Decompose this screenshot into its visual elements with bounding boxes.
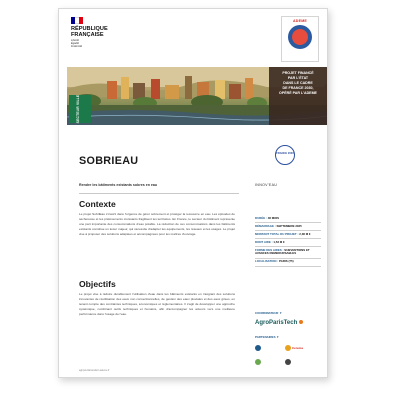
fact-aid bbox=[255, 239, 321, 247]
ademe-logo bbox=[281, 16, 319, 62]
banner-building bbox=[165, 85, 179, 99]
ademe-wordmark: ADEME bbox=[293, 19, 307, 23]
fact-label: LOCALISATION : bbox=[255, 259, 279, 264]
fact-value: 48 MOIS bbox=[267, 215, 280, 220]
funding-line: DE FRANCE 2030, bbox=[282, 86, 314, 90]
banner-building bbox=[151, 79, 160, 99]
fact-value: 1,53 M € bbox=[273, 239, 285, 244]
coordinator-logo: AgroParisTech bbox=[255, 320, 303, 326]
funding-line: PAR L'ÉTAT bbox=[287, 76, 309, 80]
rf-motto bbox=[71, 39, 101, 49]
french-flag-icon bbox=[71, 17, 83, 24]
fact-start bbox=[255, 223, 321, 231]
context-paragraph: Le projet SobriEau s'inscrit dans l'urgence de gérer sobrement et protéger la ressource en eau. Les épisodes de sécheresse et les prélèvements croissants fragilisent les territoires. En France, le secteur du bâtiment représente une part importante des consommations d'eau potable. La réduction de ces consommations dans les bâtiments existants constitue un levier majeur, qui nécessite d'adapter les équipements, les réseaux et les usages. Le projet vise à proposer des solutions adaptées et accompagnées pour les maîtres d'ouvrage. bbox=[79, 212, 235, 236]
fact-label: FORME DES AIDES : bbox=[255, 247, 284, 252]
section-title-context: Contexte bbox=[79, 199, 116, 209]
republique-francaise-logo bbox=[71, 17, 131, 57]
fact-label: DONT AIDE : bbox=[255, 239, 273, 244]
banner-illustration bbox=[67, 67, 327, 125]
ademe-emblem-icon bbox=[288, 25, 312, 49]
project-facts bbox=[255, 215, 321, 267]
rf-motto-line: Liberté bbox=[71, 39, 79, 42]
coordinator-label: COORDINATEUR ▼ bbox=[255, 311, 283, 315]
rf-name bbox=[71, 26, 119, 38]
divider bbox=[79, 193, 239, 194]
funding-statement bbox=[269, 67, 327, 125]
fact-value: SEPTEMBRE 2025 bbox=[276, 223, 302, 228]
banner-building bbox=[229, 84, 241, 99]
rf-name-line: RÉPUBLIQUE bbox=[71, 26, 108, 32]
funding-line: OPÉRÉ PAR L'ADEME bbox=[279, 91, 317, 95]
sector-tag bbox=[69, 95, 91, 123]
project-title: SOBRIEAU bbox=[79, 155, 139, 167]
partner-mark-icon bbox=[285, 359, 291, 365]
flag-red bbox=[79, 17, 83, 24]
partner-logos bbox=[255, 343, 321, 373]
fact-duration bbox=[255, 215, 321, 223]
rf-motto-line: Fraternité bbox=[71, 45, 83, 49]
banner-building bbox=[245, 78, 253, 99]
partner-logo bbox=[285, 359, 292, 365]
footer-link: agirpourlatransition.ademe.fr bbox=[79, 369, 110, 372]
sector-tag-label: SECTEUR VILLE bbox=[76, 94, 80, 124]
program-name: INNOV'EAU bbox=[255, 183, 278, 187]
rf-motto-line: Égalité bbox=[71, 42, 79, 46]
banner-building bbox=[121, 77, 129, 99]
partners-label: PARTENAIRES ▼ bbox=[255, 335, 280, 339]
fact-sheet-page bbox=[58, 8, 328, 378]
fact-label: DÉMARRAGE : bbox=[255, 223, 276, 228]
france-2030-badge: FRANCE 2030 bbox=[275, 145, 295, 165]
fact-value: 2,38 M € bbox=[299, 231, 311, 236]
partner-name: Cerema bbox=[292, 345, 304, 350]
partner-logo bbox=[285, 345, 303, 351]
funding-line: PROJET FINANCÉ bbox=[282, 71, 314, 75]
section-title-goals: Objectifs bbox=[79, 279, 116, 289]
fact-location bbox=[255, 259, 321, 267]
goals-paragraph: Le projet vise à réduire durablement l'utilisation d'eau dans les bâtiments existants en intégrant des solutions innovantes de réutilisation des eaux non conventionnelles, de gestion des eaux pluviales et des eaux grises, en tenant compte des contraintes techniques, économiques et réglementaires. Il s'agit de développer une approche systémique, combinant outils techniques et humains, afin d'accompagner les acteurs vers une meilleure performance dans l'usage de l'eau. bbox=[79, 292, 235, 316]
fact-total-amount bbox=[255, 231, 321, 239]
funding-line: DANS LE CADRE bbox=[283, 81, 313, 85]
project-subtitle: Rendre les bâtiments existants sobres en eau bbox=[79, 183, 158, 187]
partner-mark-icon bbox=[285, 345, 291, 351]
banner-building bbox=[185, 76, 192, 99]
partner-mark-icon bbox=[255, 359, 261, 365]
fact-aid-form bbox=[255, 247, 321, 259]
fact-value: PARIS (75) bbox=[279, 259, 294, 264]
partner-logo bbox=[255, 359, 262, 365]
rf-name-line: FRANÇAISE bbox=[71, 32, 104, 38]
fact-value: SUBVENTIONS ET AVANCES REMBOURSABLES bbox=[255, 247, 310, 256]
banner-building bbox=[133, 83, 145, 99]
fact-label: MONTANT TOTAL DU PROJET : bbox=[255, 231, 299, 236]
partner-logo bbox=[255, 345, 262, 351]
partner-mark-icon bbox=[255, 345, 261, 351]
fact-label: DURÉE : bbox=[255, 215, 267, 220]
banner-building bbox=[215, 80, 225, 99]
banner-building bbox=[107, 81, 117, 99]
